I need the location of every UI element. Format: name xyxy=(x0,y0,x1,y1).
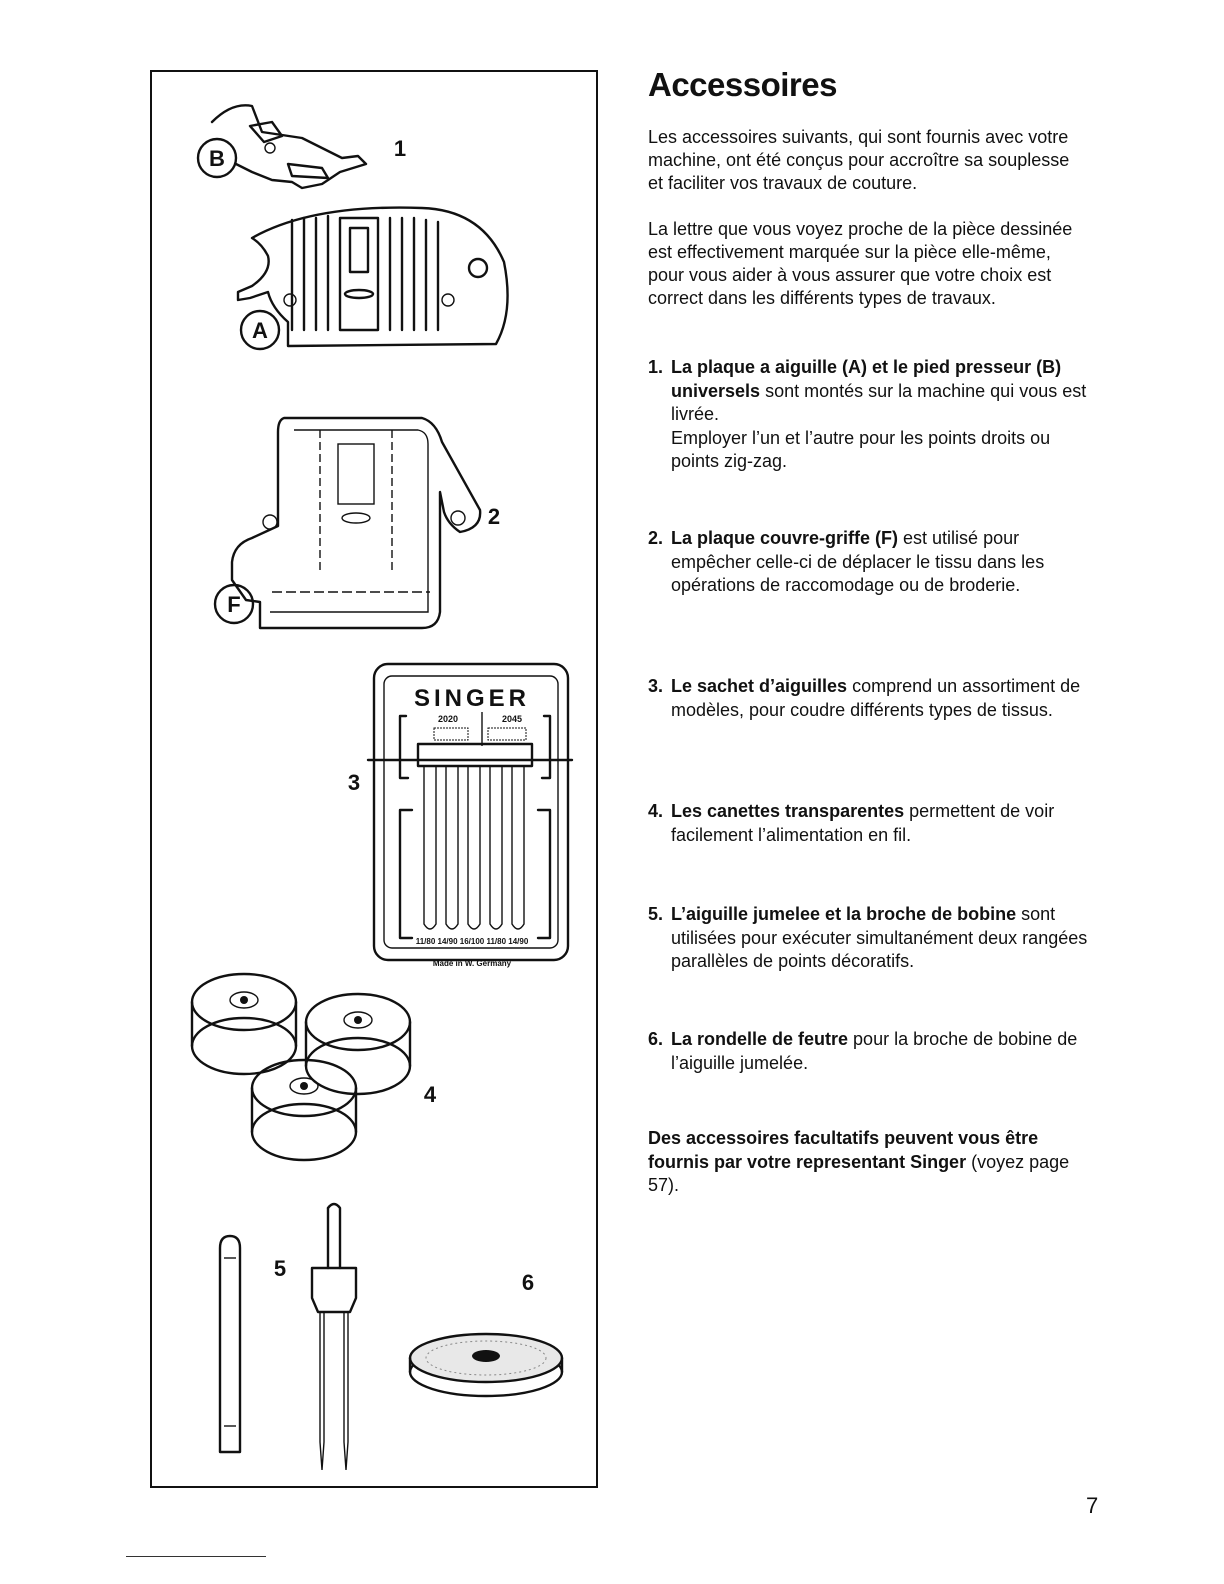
item-number: 1. xyxy=(648,357,664,377)
list-item xyxy=(648,675,1098,722)
bobbins-illustration xyxy=(192,974,437,1160)
intro-paragraph: Les accessoires suivants, qui sont fournis avec votre machine, ont été conçus pour accroître sa souplesse et faciliter vos travaux de couture. xyxy=(648,127,1070,193)
felt-washer-illustration xyxy=(410,1270,562,1396)
number-4-label: 4 xyxy=(423,1082,437,1107)
number-3-label: 3 xyxy=(347,770,361,795)
spool-pin-illustration xyxy=(220,1236,240,1452)
list-item xyxy=(648,527,1098,598)
number-2-label: 2 xyxy=(487,504,501,529)
item-heading: La plaque couvre-griffe (F) xyxy=(671,528,899,548)
presser-foot-illustration xyxy=(198,105,406,188)
item-number: 5. xyxy=(648,904,664,924)
optional-accessories-note xyxy=(648,1127,1088,1198)
list-item xyxy=(648,903,1098,974)
item-heading: L’aiguille jumelee et la broche de bobine xyxy=(671,904,1017,924)
note-heading: Des accessoires facultatifs peuvent vous être fournis par votre representant Singer xyxy=(648,1128,1039,1172)
number-1-label: 1 xyxy=(393,136,407,161)
packet-brand: SINGER xyxy=(413,685,531,712)
item-text: sont utilisées pour exécuter simultanément deux rangées parallèles de points décoratifs. xyxy=(671,904,1088,971)
item-heading: La plaque a aiguille (A) et le pied presseur (B) universels xyxy=(671,357,1062,401)
item-text: sont montés sur la machine qui vous est livrée. xyxy=(671,380,1087,424)
bobbin xyxy=(306,994,410,1094)
item-text: est utilisé pour empêcher celle-ci de déplacer le tissu dans les opérations de raccomodage ou de broderie. xyxy=(671,528,1045,595)
needle-plate-illustration xyxy=(238,208,508,349)
item-text: permettent de voir facilement l’alimentation en fil. xyxy=(671,801,1055,845)
packet-code-right: 2045 xyxy=(501,714,523,724)
page-title: Accessoires xyxy=(648,66,837,103)
twin-needle-illustration xyxy=(312,1204,356,1470)
item-text: pour la broche de bobine de l’aiguille jumelée. xyxy=(671,1029,1078,1073)
letter-b-label: B xyxy=(209,146,225,171)
packet-made-in: Made in W. Germany xyxy=(432,959,512,968)
list-item xyxy=(648,1028,1098,1075)
item-text: comprend un assortiment de modèles, pour coudre différents types de tissus. xyxy=(671,676,1081,720)
item-number: 3. xyxy=(648,676,664,696)
page-number: 7 xyxy=(1086,1493,1099,1518)
text-column xyxy=(648,66,1098,1195)
intro-paragraph: La lettre que vous voyez proche de la pièce dessinée est effectivement marquée sur la pièce elle-même, pour vous aider à vous assurer que votre choix est correct dans les différents types de travaux. xyxy=(648,219,1073,308)
item-number: 6. xyxy=(648,1029,664,1049)
accessories-figure xyxy=(150,70,598,1488)
accessories-illustration xyxy=(152,72,600,1490)
item-number: 2. xyxy=(648,528,664,548)
number-6-label: 6 xyxy=(521,1270,535,1295)
feed-cover-plate-illustration xyxy=(215,418,500,628)
item-heading: La rondelle de feutre xyxy=(671,1029,849,1049)
item-heading: Le sachet d’aiguilles xyxy=(671,676,848,696)
note-text: (voyez page 57). xyxy=(648,1151,1070,1195)
footer-rule xyxy=(126,1556,266,1557)
list-item xyxy=(648,356,1098,474)
letter-f-label: F xyxy=(227,592,241,617)
number-5-label: 5 xyxy=(273,1256,287,1281)
item-number: 4. xyxy=(648,801,664,821)
packet-code-left: 2020 xyxy=(437,714,459,724)
needle-packet-illustration xyxy=(348,664,572,968)
item-extra: Employer l’un et l’autre pour les points droits ou points zig-zag. xyxy=(671,427,1051,471)
bobbin xyxy=(252,1060,356,1160)
list-item xyxy=(648,800,1098,847)
item-heading: Les canettes transparentes xyxy=(671,801,905,821)
bobbin xyxy=(192,974,296,1074)
packet-sizes: 11/80 14/90 16/100 11/80 14/90 xyxy=(415,937,529,946)
letter-a-label: A xyxy=(252,318,268,343)
